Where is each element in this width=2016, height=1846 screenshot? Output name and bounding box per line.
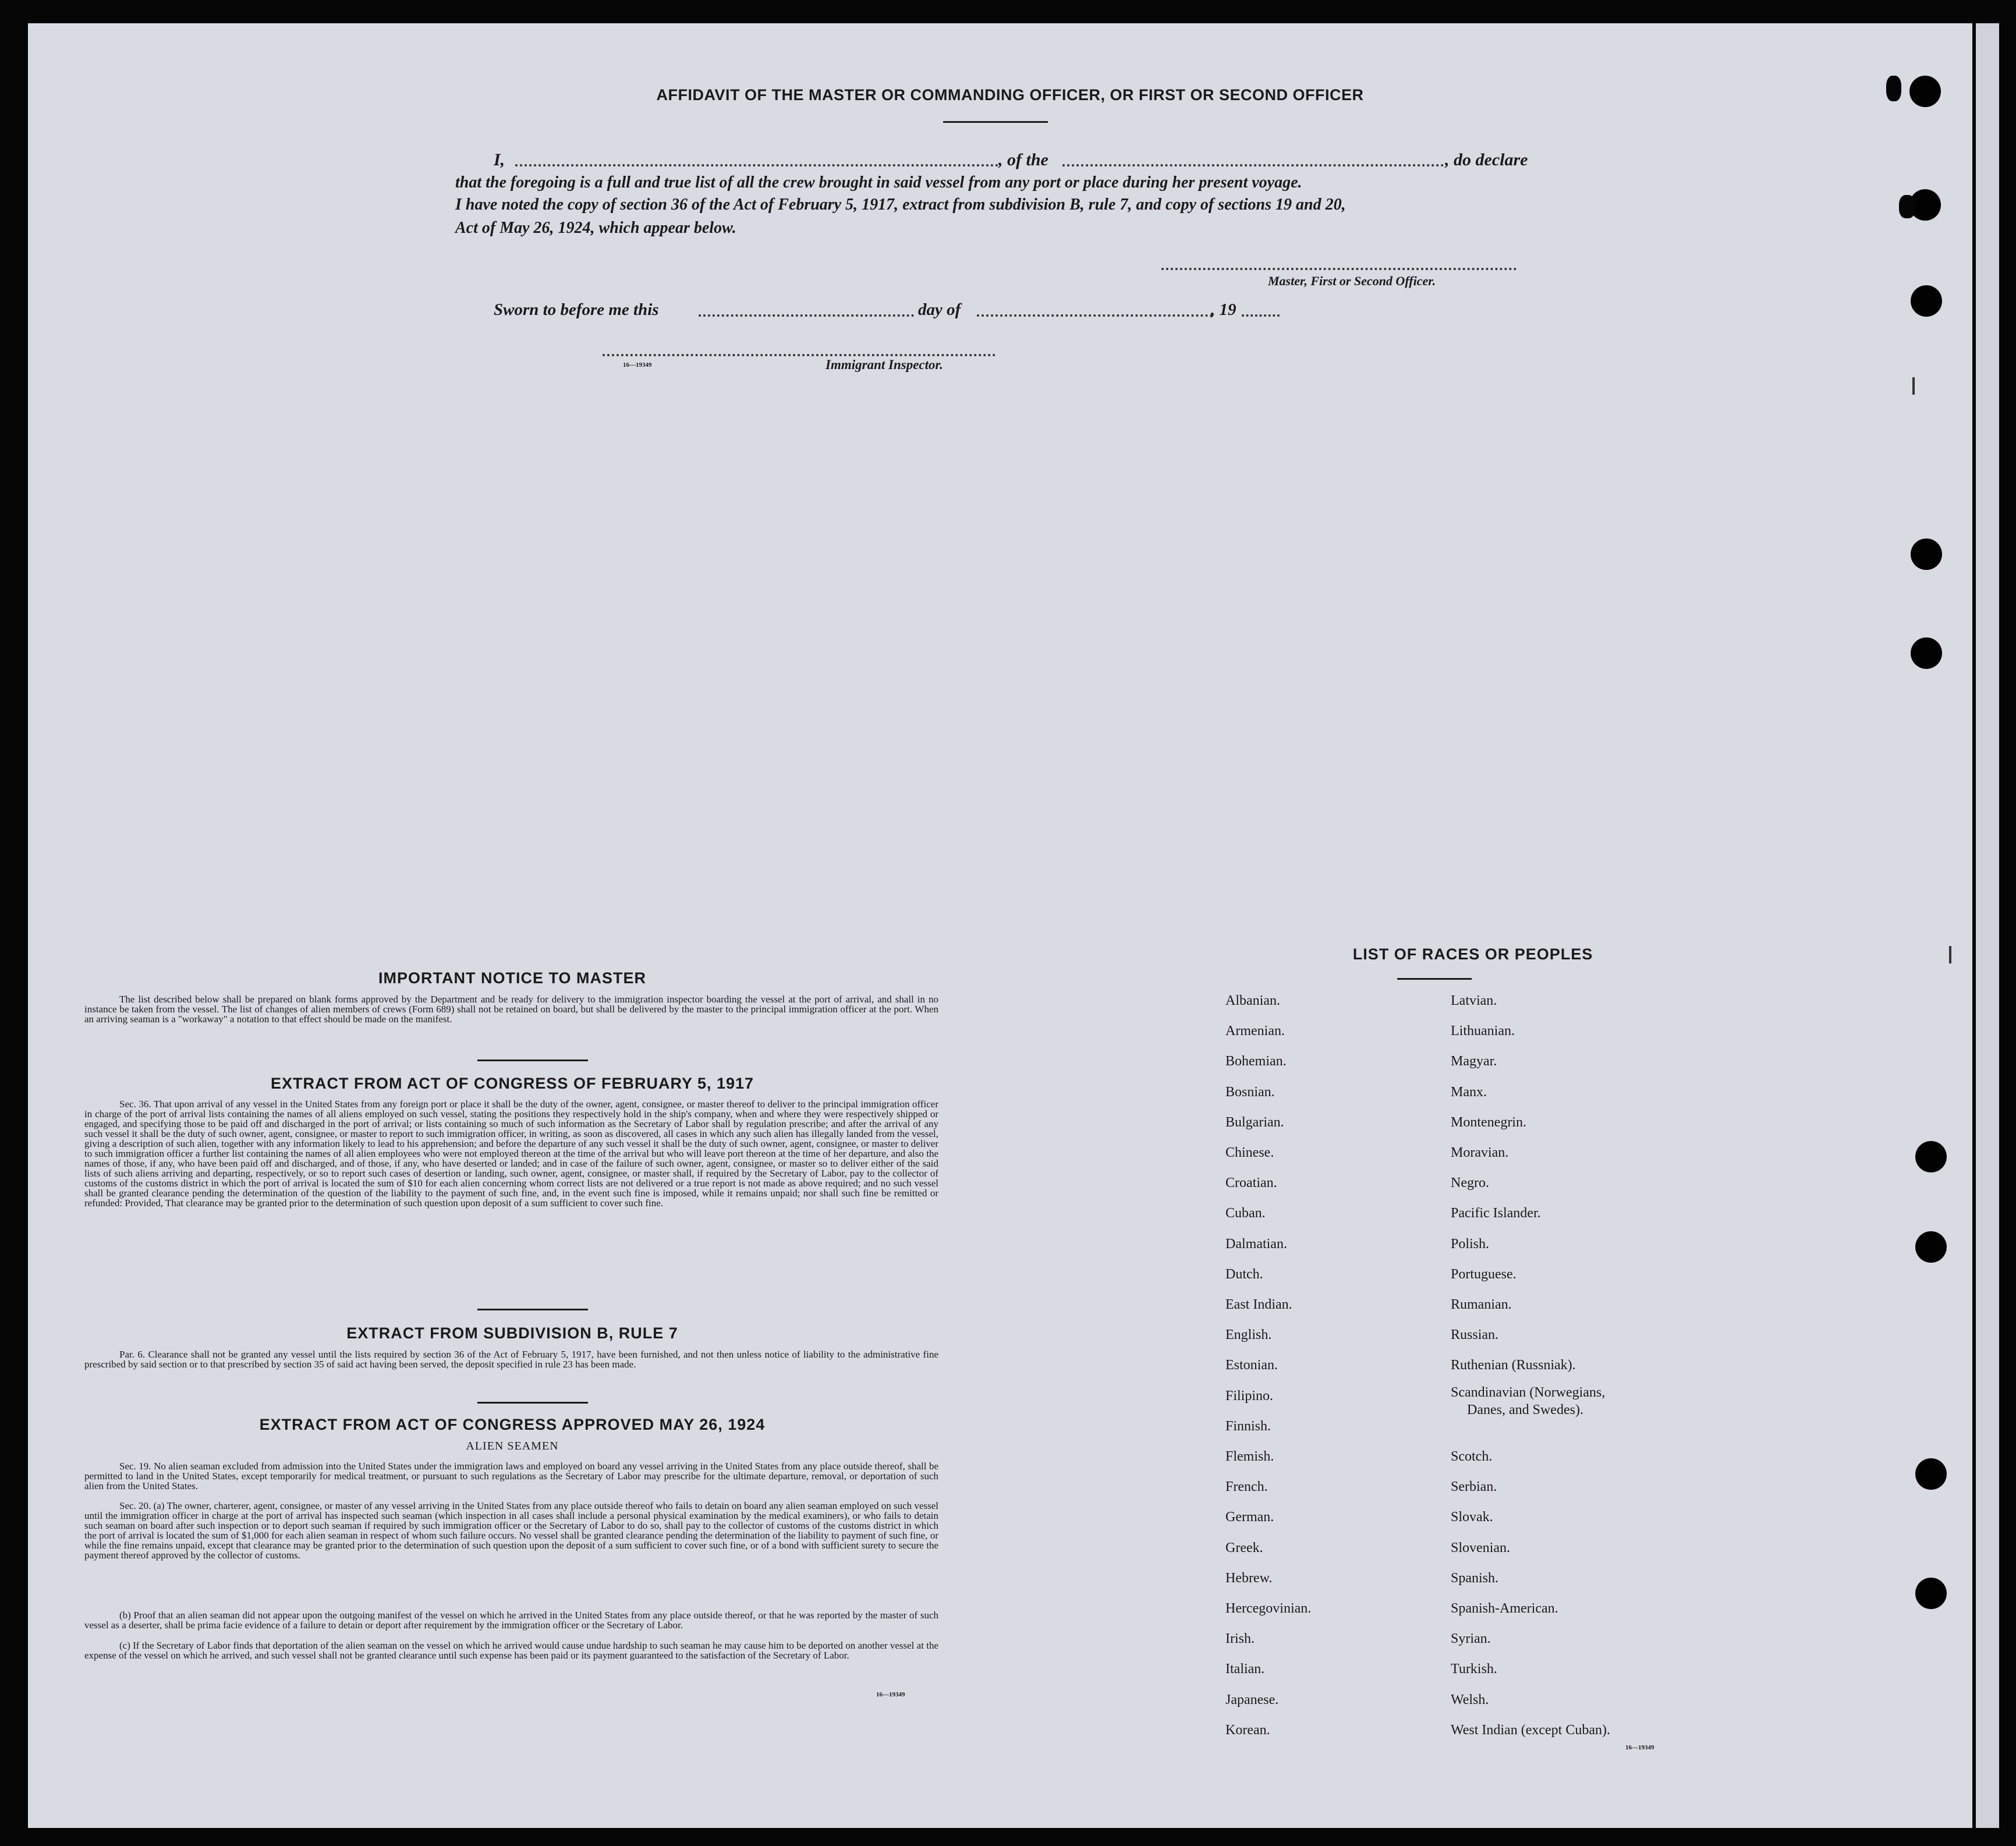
race-item: Slovak. bbox=[1451, 1510, 1493, 1525]
race-item: English. bbox=[1225, 1327, 1272, 1343]
divider bbox=[477, 1402, 588, 1404]
races-heading: LIST OF RACES OR PEOPLES bbox=[1352, 945, 1593, 963]
race-item: Hebrew. bbox=[1225, 1570, 1273, 1586]
sworn-prefix: Sworn to before me this bbox=[494, 300, 659, 319]
extract-1924-heading: EXTRACT FROM ACT OF CONGRESS APPROVED MAY 26, 1924 bbox=[259, 1416, 766, 1433]
binder-hole bbox=[1915, 1141, 1947, 1172]
race-item: Irish. bbox=[1225, 1631, 1255, 1647]
extract-form-number: 16—19349 bbox=[876, 1691, 905, 1698]
sec19-text: Sec. 19. No alien seaman excluded from admission into the United States under the immigration laws and employed on board any vessel arriving in the United States from any place outside thereof, shall be permitted to land in the United States, except temporarily for medical treatment, or pursuant to such regulations as the Secretary of Labor may prescribe for the ultimate departure, removal, or deportation of such alien from the United States. bbox=[84, 1461, 938, 1491]
binder-hole bbox=[1915, 1578, 1947, 1609]
races-underline bbox=[1397, 978, 1472, 980]
rule7-text: Par. 6. Clearance shall not be granted any vessel until the lists required by section 36 of the Act of February 5, 1917, have been furnished, and not then unless notice of liability to the administrative fine prescribed by said section or to that prescribed by section 35 of said act having been served, the deposit specified in rule 23 has been made. bbox=[84, 1349, 938, 1370]
race-item: Chinese. bbox=[1225, 1145, 1274, 1160]
race-item: West Indian (except Cuban). bbox=[1451, 1722, 1610, 1738]
race-item: Flemish. bbox=[1225, 1449, 1274, 1464]
notice-heading: IMPORTANT NOTICE TO MASTER bbox=[378, 969, 646, 987]
scan-mark bbox=[1886, 76, 1901, 101]
race-item: Cuban. bbox=[1225, 1206, 1266, 1221]
binder-hole bbox=[1915, 1231, 1947, 1263]
race-item: Syrian. bbox=[1451, 1631, 1491, 1647]
race-item: East Indian. bbox=[1225, 1297, 1292, 1312]
race-item: Dutch. bbox=[1225, 1266, 1263, 1282]
race-item: Welsh. bbox=[1451, 1692, 1489, 1707]
race-item: Magyar. bbox=[1451, 1054, 1497, 1069]
race-item: Montenegrin. bbox=[1451, 1114, 1526, 1130]
race-item: Albanian. bbox=[1225, 993, 1280, 1008]
race-item: Finnish. bbox=[1225, 1418, 1271, 1434]
declarant-name-line[interactable] bbox=[515, 164, 998, 166]
race-item: Negro. bbox=[1451, 1175, 1489, 1191]
race-item: Hercegovinian. bbox=[1225, 1601, 1312, 1616]
affidavit-line2: that the foregoing is a full and true list of all the crew brought in said vessel from any port or place during her present voyage. bbox=[455, 173, 1302, 192]
divider bbox=[477, 1309, 588, 1310]
race-item: Korean. bbox=[1225, 1722, 1270, 1738]
race-item: Bulgarian. bbox=[1225, 1114, 1284, 1130]
race-item: Latvian. bbox=[1451, 993, 1497, 1008]
sec20a-text: Sec. 20. (a) The owner, charterer, agent, consignee, or master of any vessel arriving in the United States from any place outside thereof who fails to detain on board any alien seaman employed on such vessel until the immigration officer in charge at the port of arrival has inspected such seaman (which inspection in all cases shall include a personal physical examination by the medical examiners), or who fails to detain such seaman on board after such inspection or to deport such seaman if required by such immigration officer or the Secretary of Labor to do so, shall pay to the collector of customs of the customs district in which the port of arrival is located the sum of $1,000 for each alien seaman in respect of whom such failure occurs. No vessel shall be granted clearance pending the determination of the liability to payment of such fine, or while the fine remains unpaid, except that clearance may be granted prior to the determination of such question upon the deposit of a sum sufficient to cover such fine, or of a bond with sufficient surety to secure the payment thereof approved by the collector of customs. bbox=[84, 1500, 938, 1561]
binder-hole bbox=[1909, 76, 1941, 107]
alien-seamen-subheading: ALIEN SEAMEN bbox=[466, 1440, 559, 1452]
race-item: Italian. bbox=[1225, 1661, 1265, 1677]
race-item: Slovenian. bbox=[1451, 1540, 1510, 1556]
race-item: Scotch. bbox=[1451, 1449, 1493, 1464]
race-item: Croatian. bbox=[1225, 1175, 1277, 1191]
race-item: Greek. bbox=[1225, 1540, 1263, 1556]
race-item: Danes, and Swedes). bbox=[1467, 1402, 1583, 1418]
notice-text: The list described below shall be prepared on blank forms approved by the Department and be ready for delivery to the immigration inspector boarding the vessel at the port of arrival, and shall in no instance be taken from the vessel. The list of changes of alien members of crews (Form 689) shall not be retained on board, but shall be delivered by the master to the principal immigration officer at the port. When an arriving seaman is a "workaway" a notation to that effect should be made on the manifest. bbox=[84, 994, 938, 1025]
affidavit-form-number: 16—19349 bbox=[623, 362, 652, 369]
race-item: Spanish. bbox=[1451, 1570, 1499, 1586]
race-item: Ruthenian (Russniak). bbox=[1451, 1358, 1576, 1373]
scan-mark bbox=[1899, 195, 1915, 218]
affidavit-i-label: I, bbox=[494, 150, 505, 169]
rule7-heading: EXTRACT FROM SUBDIVISION B, RULE 7 bbox=[346, 1324, 678, 1342]
title-underline bbox=[943, 121, 1048, 123]
race-item: Bosnian. bbox=[1225, 1084, 1275, 1100]
inspector-label: Immigrant Inspector. bbox=[825, 357, 943, 372]
binder-hole bbox=[1911, 285, 1942, 317]
affidavit-line4: Act of May 26, 1924, which appear below. bbox=[455, 219, 736, 237]
race-item: Estonian. bbox=[1225, 1358, 1278, 1373]
race-item: German. bbox=[1225, 1510, 1274, 1525]
race-item: Serbian. bbox=[1451, 1479, 1497, 1495]
officer-signature-label: Master, First or Second Officer. bbox=[1268, 274, 1436, 288]
race-item: Russian. bbox=[1451, 1327, 1499, 1343]
vessel-name-line[interactable] bbox=[1062, 164, 1444, 166]
race-item: French. bbox=[1225, 1479, 1268, 1495]
affidavit-title: AFFIDAVIT OF THE MASTER OR COMMANDING OFFICER, OR FIRST OR SECOND OFFICER bbox=[656, 86, 1364, 104]
sec20b-text: (b) Proof that an alien seaman did not appear upon the outgoing manifest of the vessel on which he arrived in the United States from any place outside thereof, or that he was reported by the master of such vessel as a deserter, shall be prima facie evidence of a failure to detain or deport after requirement by the immigration officer or the Secretary of Labor. bbox=[84, 1610, 938, 1631]
race-item: Moravian. bbox=[1451, 1145, 1509, 1160]
race-item: Manx. bbox=[1451, 1084, 1487, 1100]
inspector-signature-line[interactable] bbox=[603, 354, 995, 356]
officer-signature-line[interactable] bbox=[1161, 268, 1517, 270]
sworn-year-line[interactable] bbox=[1242, 314, 1280, 317]
page-edge-strip bbox=[1976, 23, 1999, 1828]
race-item: Spanish-American. bbox=[1451, 1601, 1558, 1616]
sec20c-text: (c) If the Secretary of Labor finds that deportation of the alien seaman on the vessel on which he arrived would cause undue hardship to such seaman he may cause him to be deported on another vessel at the expense of the vessel on which he arrived, and such vessel shall not be granted clearance until such expense has been paid or its payment guaranteed to the satisfaction of the Secretary of Labor. bbox=[84, 1640, 938, 1661]
binder-hole bbox=[1911, 538, 1942, 570]
race-item: Turkish. bbox=[1451, 1661, 1497, 1677]
race-item: Polish. bbox=[1451, 1236, 1490, 1252]
race-item: Japanese. bbox=[1225, 1692, 1279, 1707]
race-item: Portuguese. bbox=[1451, 1266, 1517, 1282]
scan-mark bbox=[1912, 377, 1915, 395]
race-item: Armenian. bbox=[1225, 1023, 1285, 1039]
race-item: Bohemian. bbox=[1225, 1054, 1287, 1069]
sworn-year-label: , 19 bbox=[1211, 300, 1236, 319]
races-form-number: 16—19349 bbox=[1625, 1744, 1654, 1751]
affidavit-declare-label: , do declare bbox=[1445, 150, 1528, 169]
sworn-month-line[interactable] bbox=[977, 314, 1213, 317]
affidavit-line3: I have noted the copy of section 36 of the Act of February 5, 1917, extract from subdivision B, rule 7, and copy of sections 19 and 20, bbox=[455, 196, 1346, 214]
race-item: Pacific Islander. bbox=[1451, 1206, 1541, 1221]
race-item: Lithuanian. bbox=[1451, 1023, 1515, 1039]
scan-mark bbox=[1949, 946, 1951, 963]
binder-hole bbox=[1915, 1458, 1947, 1490]
race-item: Filipino. bbox=[1225, 1388, 1274, 1404]
race-item: Scandinavian (Norwegians, bbox=[1451, 1384, 1606, 1400]
sworn-day-line[interactable] bbox=[699, 314, 914, 317]
divider bbox=[477, 1060, 588, 1061]
race-item: Rumanian. bbox=[1451, 1297, 1512, 1312]
extract-1917-text: Sec. 36. That upon arrival of any vessel in the United States from any foreign port or place it shall be the duty of the owner, agent, consignee, or master thereof to deliver to the principal immigration officer in charge of the port of arrival lists containing the names of all aliens employed on such vessel, stating the positions they respectively hold in the ship's company, when and where they were respectively shipped or engaged, and specifying those to be paid off and discharged in the port of arrival; or lists containing so much of such information as the Secretary of Labor shall by regulation prescribe; and after the arrival of any such vessel it shall be the duty of such owner, agent, consignee, or master to report to such immigration officer, in writing, as soon as discovered, all cases in which any such alien has illegally landed from the vessel, giving a description of such alien, together with any information likely to lead to his apprehension; and before the departure of any such vessel it shall be the duty of such owner, agent, consignee, or master to deliver to such immigration officer a further list containing the names of all alien employees who were not employed thereon at the time of the arrival but who will leave port thereon at the time of her departure, and also the names of those, if any, who have been paid off and discharged, and of those, if any, who have deserted or landed; and in case of the failure of such owner, agent, consignee, or master so to deliver either of the said lists of such aliens arriving and departing, respectively, or so to report such cases of desertion or landing, such owner, agent, consignee, or master shall, if required by the Secretary of Labor, pay to the collector of customs of the customs district in which the port of arrival is located the sum of $10 for each alien concerning whom correct lists are not delivered or a true report is not made as above required; and no such vessel shall be granted clearance pending the determination of the question of the liability to the payment of such fine, and, in the event such fine is imposed, while it remains unpaid; nor shall such fine be remitted or refunded: Provided, That clearance may be granted prior to the determination of such question upon deposit of a sum sufficient to cover such fine. bbox=[84, 1099, 938, 1209]
extract-1917-heading: EXTRACT FROM ACT OF CONGRESS OF FEBRUARY 5, 1917 bbox=[270, 1075, 754, 1092]
binder-hole bbox=[1911, 637, 1942, 669]
race-item: Dalmatian. bbox=[1225, 1236, 1287, 1252]
affidavit-of-the-label: , of the bbox=[998, 150, 1048, 169]
sworn-day-of-label: day of bbox=[918, 300, 961, 319]
